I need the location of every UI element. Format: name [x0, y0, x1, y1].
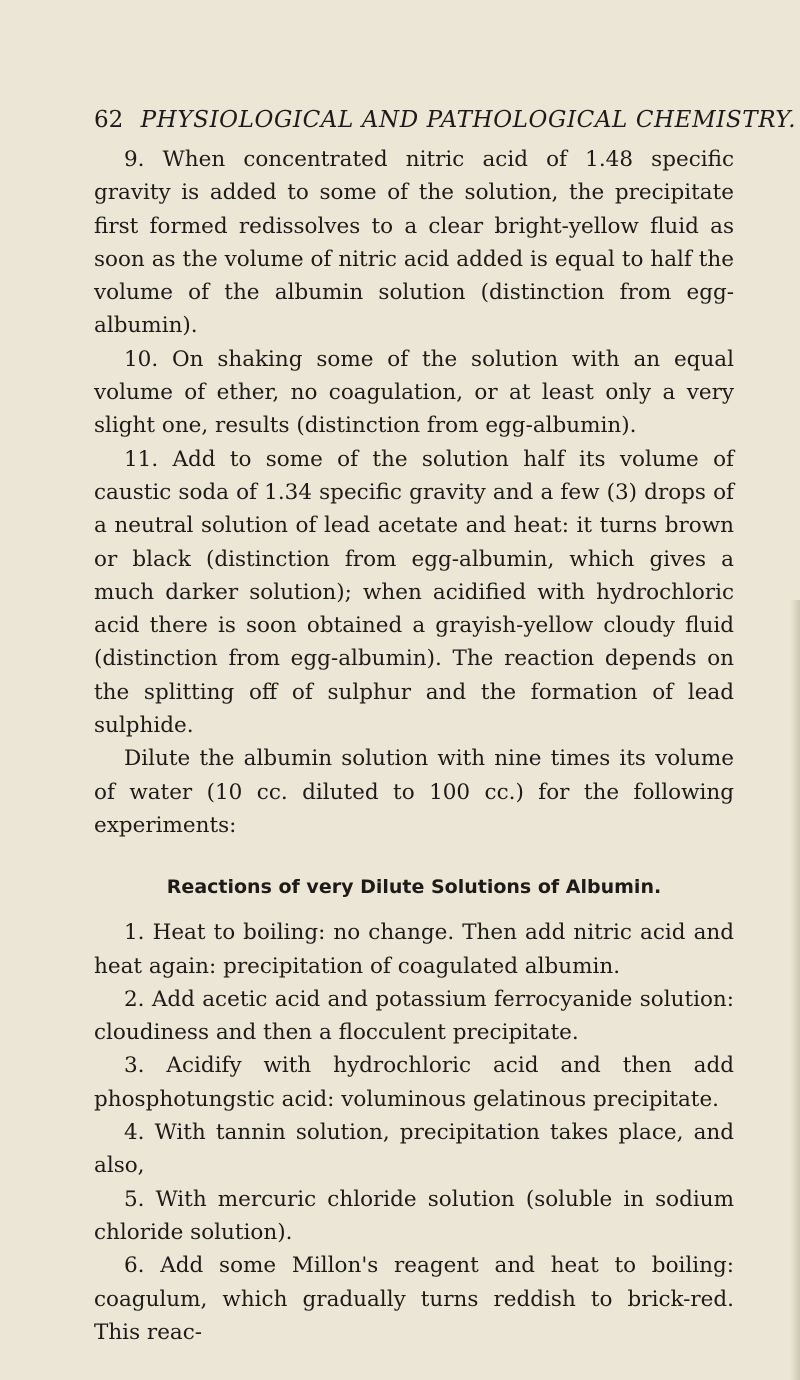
page-number: 62 — [94, 107, 124, 133]
section-heading: Reactions of very Dilute Solutions of Albumin. — [166, 876, 662, 899]
reaction-item: 1. Heat to boiling: no change. Then add nitric acid and heat again: precipitation of coagulated albumin. — [94, 920, 734, 979]
reaction-item: 6. Add some Millon's reagent and heat to boiling: coagulum, which gradually turns reddish to brick-red. This reac- — [94, 1253, 734, 1345]
paragraph-dilute: Dilute the albumin solution with nine times its volume of water (10 cc. diluted to 100 cc.) for the following experiments: — [94, 746, 734, 838]
page-body — [94, 143, 734, 1349]
running-header — [94, 105, 797, 135]
paragraph-9: 9. When concentrated nitric acid of 1.48 specific gravity is added to some of the solution, the precipitate first formed redissolves to a clear bright-yellow fluid as soon as the volume of nitric acid added is equal to half the volume of the albumin solution (distinction from egg-albumin). — [94, 147, 734, 339]
reaction-item: 5. With mercuric chloride solution (soluble in sodium chloride solution). — [94, 1186, 734, 1245]
reaction-item: 2. Add acetic acid and potassium ferrocyanide solution: cloudiness and then a flocculent precipitate. — [94, 986, 734, 1046]
paragraph-10: 10. On shaking some of the solution with an equal volume of ether, no coagulation, or at least only a very slight one, results (distinction from egg-albumin). — [94, 346, 734, 439]
page-edge-shadow — [790, 600, 800, 1380]
reaction-item: 4. With tannin solution, precipitation takes place, and also, — [94, 1120, 734, 1179]
paragraph-11: 11. Add to some of the solution half its volume of caustic soda of 1.34 specific gravity and a few (3) drops of a neutral solution of lead acetate and heat: it turns brown or black (distinction from egg-albumin, which gives a much darker solution); when acidified with hydrochloric acid there is soon obtained a grayish-yellow cloudy fluid (distinction from egg-albumin). The reaction depends on the splitting off of sulphur and the formation of lead sulphide. — [94, 446, 734, 739]
reaction-item: 3. Acidify with hydrochloric acid and then add phosphotungstic acid: voluminous gelatinous precipitate. — [94, 1053, 734, 1112]
running-title: PHYSIOLOGICAL AND PATHOLOGICAL CHEMISTRY. — [140, 107, 797, 133]
